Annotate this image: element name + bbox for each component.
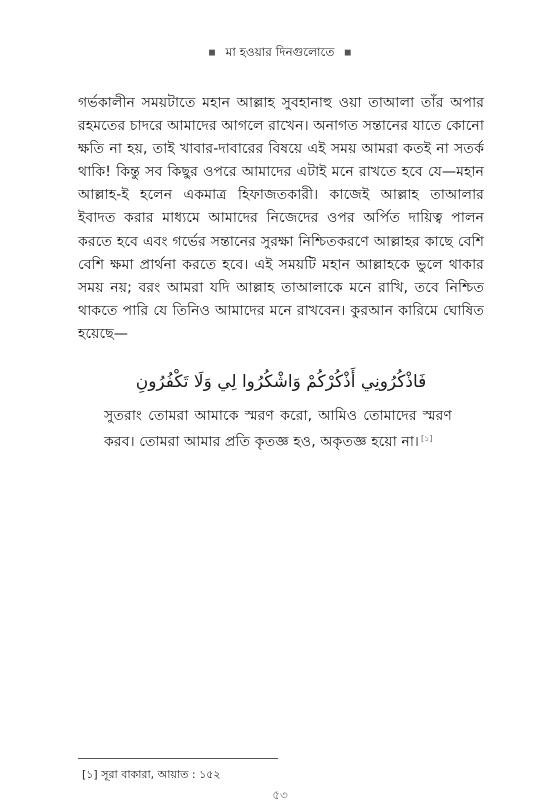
header-title: মা হওয়ার দিনগুলোতে [225,45,335,59]
translation-text: সুতরাং তোমরা আমাকে স্মরণ করো, আমিও তোমাদের স্মরণ করব। তোমরা আমার প্রতি কৃতজ্ঞ হও, অকৃতজ্ঞ হয়ো না। [104,408,452,450]
page-number: ৫৩ [272,788,288,802]
header-ornament-right: ◼ [344,48,352,58]
footnote-reference: [১] [421,433,433,443]
verse-translation [104,405,452,453]
body-paragraph: গর্ভকালীন সময়টাতে মহান আল্লাহ সুবহানাহু ওয়া তাআলা তাঁর অপার রহমতের চাদরে আমাদের আগলে রাখেন। অনাগত সন্তানের যাতে কোনো ক্ষতি না হয়, তাই খাবার-দাবারের বিষয়ে এই সময় আমরা কতই না সতর্ক থাকি! কিন্তু সব কিছুর ওপরে আমাদের এটাই মনে রাখতে হবে যে—মহান আল্লাহ-ই হলেন একমাত্র হিফাজতকারী। কাজেই আল্লাহ তাআলার ইবাদত করার মাধ্যমে আমাদের নিজেদের ওপর অর্পিত দায়িত্ব পালন করতে হবে এবং গর্ভের সন্তানের সুরক্ষা নিশ্চিতকরণে আল্লাহর কাছে বেশি বেশি ক্ষমা প্রার্থনা করতে হবে। এই সময়টি মহান আল্লাহকে ভুলে থাকার সময় নয়; বরং আমরা যদি আল্লাহ তাআলাকে মনে রাখি, তবে নিশ্চিত থাকতে পারি যে তিনিও আমাদের মনে রাখবেন। কুরআন কারিমে ঘোষিত হয়েছে— [78,95,484,342]
header-ornament-left: ◼ [208,48,216,58]
arabic-verse: فَاذْكُرُونِي أَذْكُرْكُمْ وَاشْكُرُوا لِي وَلَا تَكْفُرُونِ [135,372,427,392]
footnote-divider [78,758,278,759]
running-header [0,44,560,64]
footnote: [১] সূরা বাকারা, আয়াত : ১৫২ [82,768,221,781]
